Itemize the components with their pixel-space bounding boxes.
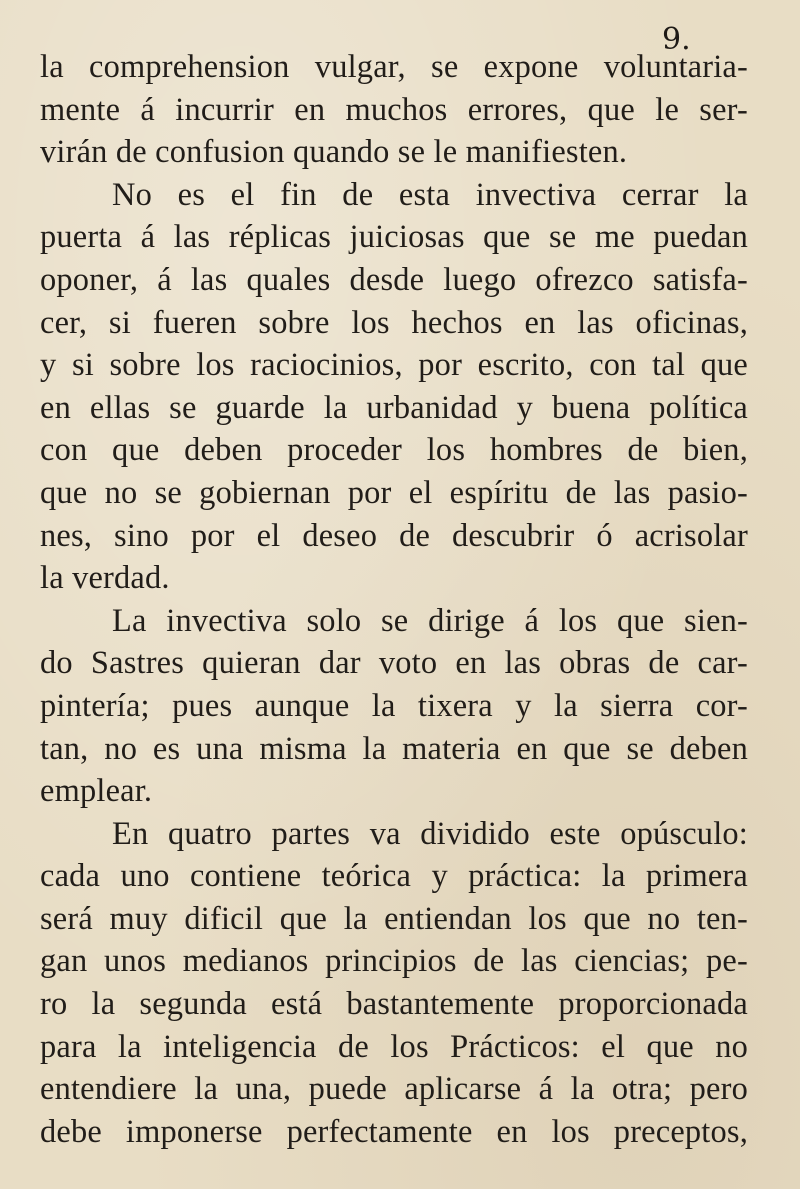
- text-line: ro la segunda está bastantemente proporcionada: [40, 986, 748, 1023]
- text-line: cada uno contiene teórica y práctica: la primera: [40, 858, 748, 895]
- text-line: la comprehension vulgar, se expone voluntaria-: [40, 49, 748, 85]
- text-line: cer, si fueren sobre los hechos en las oficinas,: [40, 304, 748, 341]
- text-line: que no se gobiernan por el espíritu de las pasio-: [40, 474, 748, 511]
- paragraph-1: [40, 46, 748, 174]
- text-line: y si sobre los raciocinios, por escrito, con tal que: [40, 347, 748, 384]
- body-text: [40, 46, 748, 1153]
- text-line: No es el fin de esta invectiva cerrar la: [112, 176, 748, 213]
- text-line: debe imponerse perfectamente en los preceptos,: [40, 1113, 748, 1150]
- text-line: do Sastres quieran dar voto en las obras de car-: [40, 645, 748, 682]
- text-line: emplear.: [40, 773, 153, 810]
- text-line: puerta á las réplicas juiciosas que se me puedan: [40, 219, 748, 256]
- text-line: para la inteligencia de los Prácticos: el que no: [40, 1028, 748, 1065]
- text-line: En quatro partes va dividido este opúsculo:: [112, 815, 748, 852]
- text-line: la verdad.: [40, 560, 170, 597]
- text-line: tan, no es una misma la materia en que se deben: [40, 730, 748, 767]
- text-line: será muy dificil que la entiendan los que no ten-: [40, 900, 748, 937]
- page-number: 9.: [662, 22, 691, 57]
- text-line: con que deben proceder los hombres de bien,: [40, 432, 748, 469]
- text-line: nes, sino por el deseo de descubrir ó acrisolar: [40, 517, 748, 554]
- text-line: pintería; pues aunque la tixera y la sierra cor-: [40, 687, 748, 724]
- paragraph-4: [40, 813, 748, 1154]
- paragraph-3: [40, 600, 748, 813]
- text-line: La invectiva solo se dirige á los que sien-: [112, 602, 748, 639]
- text-line: mente á incurrir en muchos errores, que le ser-: [40, 91, 748, 128]
- text-line: en ellas se guarde la urbanidad y buena política: [40, 389, 748, 426]
- text-line: virán de confusion quando se le manifiesten.: [40, 134, 628, 171]
- paragraph-2: [40, 174, 748, 600]
- text-line: oponer, á las quales desde luego ofrezco satisfa-: [40, 261, 748, 298]
- text-line: gan unos medianos principios de las ciencias; pe-: [40, 943, 748, 980]
- text-line: entendiere la una, puede aplicarse á la otra; pero: [40, 1071, 748, 1108]
